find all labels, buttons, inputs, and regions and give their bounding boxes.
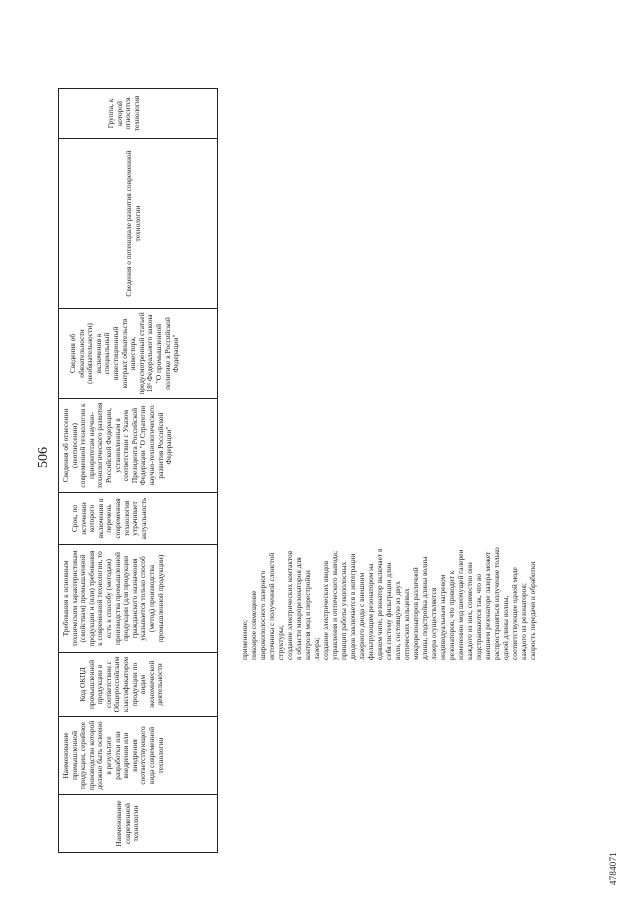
text-line: едином чипе, резонатор включает в <box>375 548 384 660</box>
page-number: 506 <box>36 447 51 468</box>
text-line: каждого из резонаторов; <box>519 583 528 660</box>
text-line: себя систему фильтрации длин <box>384 562 393 660</box>
text-line: лазера осуществляется <box>429 587 438 660</box>
text-line: диодов заключается в интеграции <box>348 553 357 660</box>
text-line: создание электрических контактов <box>285 550 294 660</box>
header-relevance-term: Срок, по истечении которого включения в перечень современная технология утрачивает актуальность <box>59 493 218 545</box>
text-line: структуры; <box>276 625 285 660</box>
text-line: принцип работы узкополосных <box>339 561 348 660</box>
header-okpd-code: Код ОКПД промышленной продукции в соответствии с Общероссийским классификатором продукции по видам экономической деятельности <box>59 653 218 717</box>
text-line: оптических кольцевых <box>402 588 411 660</box>
text-line: источника с полученной слоистой <box>267 552 276 660</box>
text-line: контроля мод и перестройки <box>303 570 312 660</box>
technology-table <box>58 88 218 853</box>
document-number: 4784071 <box>608 852 618 885</box>
text-line: соответствующее одной моде <box>510 567 519 660</box>
text-line: одной длины волны, <box>501 595 510 660</box>
text-line: лазера; <box>312 637 321 660</box>
text-line: управления и оптического вывода; <box>330 550 339 660</box>
header-priorities: Сведения об отнесении (неотнесении) современной технологии к приоритетам научно-технологического развития Российской Федерации, установленным в соответствии с Указом Президента Российской Федерации "О Стратегии научно-технологического развития Российской Федерации" <box>59 399 218 493</box>
header-product-name: Наименование промышленной продукции, серийное производство которой должно быть освоено в результате разработки или внедрения или внедрения соответствующего вида современной технологии <box>59 717 218 795</box>
text-line: применение; <box>240 619 249 660</box>
text-line: длины, подстройка длины волны <box>420 556 429 660</box>
text-line: создание электрических вводов <box>321 560 330 660</box>
text-line: широкополосного лазерного <box>258 570 267 660</box>
text-line: волн, состоящую из двух <box>393 581 402 660</box>
text-line: скорость передачи и обработки <box>528 561 537 660</box>
text-line: резонаторов, что приводит к <box>447 570 456 660</box>
text-line: каждого из них, совместно они <box>465 562 474 660</box>
header-technology-name: Наименование современной технологии <box>59 795 218 853</box>
header-requirements: Требования к основным техническим характеристикам (свойствам) промышленной продукции и (или) требования к современной технологии, то есть к способу (методам) производства промышленной продукции (для продукции гражданского назначения указывается только способ (метод) производства промышленной продукции) <box>59 545 218 653</box>
header-development-potential: Сведения о потенциале развития современной технологии <box>59 139 218 309</box>
text-line: пиковрое совмещение <box>249 590 258 660</box>
text-line: подстраиваются так, что во <box>474 573 483 660</box>
table-header-row <box>59 89 218 853</box>
header-contract-obligation: Сведения об обязательности (необязательности) включения в специальный инвестиционный контракт обязательств инвестора, предусмотренный статьей 18¹ Федерального закона "О промышленной политике в Российской Федерации" <box>59 309 218 399</box>
text-line: внешнем резонаторе лазера может <box>483 551 492 660</box>
technology-description-text <box>240 392 537 660</box>
text-line: в области микрорезонаторов для <box>294 557 303 660</box>
text-line: изменению мод шепчущей галереи <box>456 549 465 660</box>
text-line: лазерного диода с внешним <box>357 572 366 660</box>
text-line: микрорезонаторов различной <box>411 567 420 660</box>
header-group: Группа, к которой относится технология <box>59 89 218 139</box>
text-line: индивидуальным нагревом <box>438 574 447 660</box>
text-line: фильтрующим резонатором на <box>366 563 375 660</box>
text-line: распространяться излучение только <box>492 547 501 660</box>
